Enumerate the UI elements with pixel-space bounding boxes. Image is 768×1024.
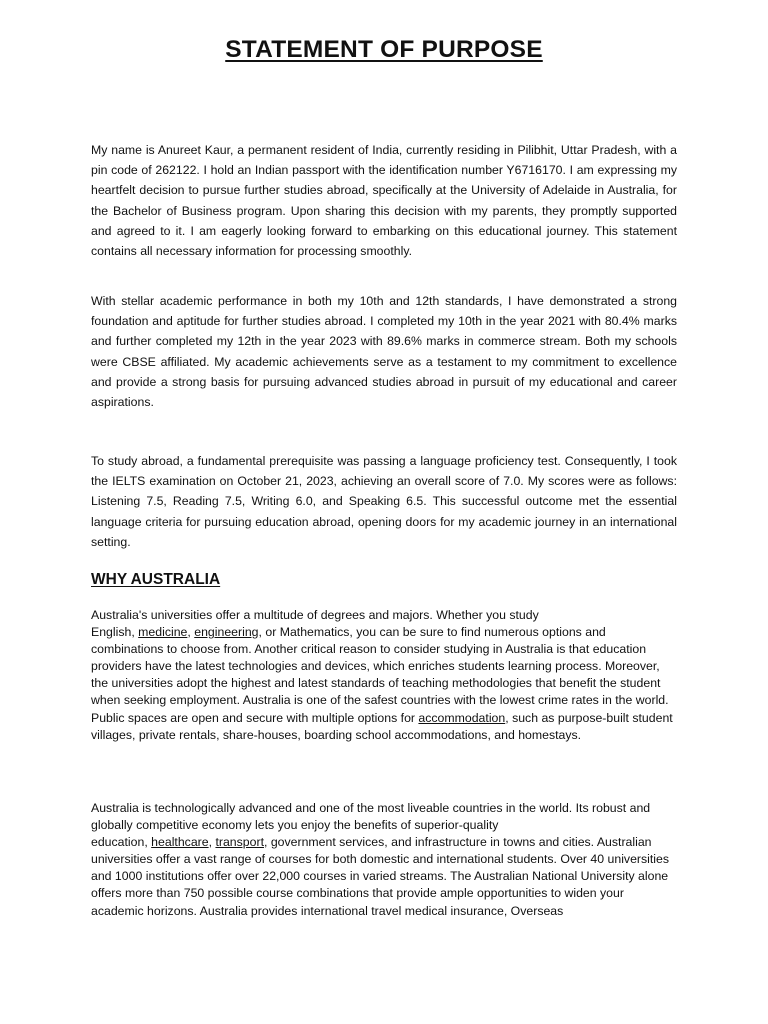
para4-text-4: , or Mathematics, you can be sure to find numerous options and combinations to choose from. Another critical reason to consider studying in Australia is that education providers have the latest technologies and devices, which enriches students learning process. Moreover, the universities adopt the highest and latest standards of teaching methodologies that benefit the student when seeking employment. Australia is one of the safest countries with the lowest crime rates in the world. Public spaces are open and secure with multiple options for bbox=[91, 625, 669, 725]
link-accommodation[interactable]: accommodation bbox=[418, 710, 506, 725]
link-engineering[interactable]: engineering bbox=[194, 625, 259, 640]
link-healthcare[interactable]: healthcare bbox=[151, 835, 209, 850]
para4-text-1: Australia's universities offer a multitude of degrees and majors. Whether you study bbox=[91, 608, 539, 622]
paragraph-academic: With stellar academic performance in both my 10th and 12th standards, I have demonstrated a strong foundation and aptitude for further studies abroad. I completed my 10th in the year 2021 with 80.4% marks and further completed my 12th in the year 2023 with 89.6% marks in commerce stream. Both my schools were CBSE affiliated. My academic achievements serve as a testament to my commitment to excellence and provide a strong basis for pursuing advanced studies abroad in pursuit of my educational and career aspirations. bbox=[91, 294, 677, 410]
paragraph-why-australia-2 bbox=[91, 800, 677, 920]
para5-text-2: education, bbox=[91, 835, 152, 850]
link-transport[interactable]: transport bbox=[215, 835, 264, 850]
para4-text-5: , such as purpose-built student villages, private rentals, share-houses, boarding school accommodations, and homestays. bbox=[91, 710, 673, 742]
paragraph-why-australia-1 bbox=[91, 607, 677, 744]
section-heading-why-australia: WHY AUSTRALIA bbox=[91, 571, 221, 588]
para5-text-3: , bbox=[208, 835, 216, 850]
paragraph-personal-info: My name is Anureet Kaur, a permanent resident of India, currently residing in Pilibhit, Uttar Pradesh, with a pin code of 262122. I hold an Indian passport with the identification number Y6716170. I am expressing my heartfelt decision to pursue further studies abroad, specifically at the University of Adelaide in Australia, for the Bachelor of Business program. Upon sharing this decision with my parents, they promptly supported and agreed to it. I am eagerly looking forward to embarking on this educational journey. This statement contains all necessary information for processing smoothly. bbox=[91, 143, 677, 259]
para5-text-4: , government services, and infrastructure in towns and cities. Australian universities offer a vast range of courses for both domestic and international students. Over 40 universities and 1000 institutions offer over 22,000 courses in varied streams. The Australian National University alone offers more than 750 possible course combinations that provide ample opportunities to widen your academic horizons. Australia provides international travel medical insurance, Overseas bbox=[91, 835, 670, 918]
para4-text-2: English, bbox=[91, 625, 139, 640]
paragraph-ielts: To study abroad, a fundamental prerequisite was passing a language proficiency test. Consequently, I took the IELTS examination on October 21, 2023, achieving an overall score of 7.0. My scores were as follows: Listening 7.5, Reading 7.5, Writing 6.0, and Speaking 6.5. This successful outcome met the essential language criteria for pursuing education abroad, opening doors for my academic journey in an international setting. bbox=[91, 454, 677, 549]
para4-text-3: , bbox=[187, 625, 195, 640]
para5-text-1: Australia is technologically advanced and one of the most liveable countries in the world. Its robust and globally competitive economy lets you enjoy the benefits of superior-quality bbox=[91, 801, 651, 833]
page-title: STATEMENT OF PURPOSE bbox=[225, 36, 543, 63]
link-medicine[interactable]: medicine bbox=[138, 625, 188, 640]
